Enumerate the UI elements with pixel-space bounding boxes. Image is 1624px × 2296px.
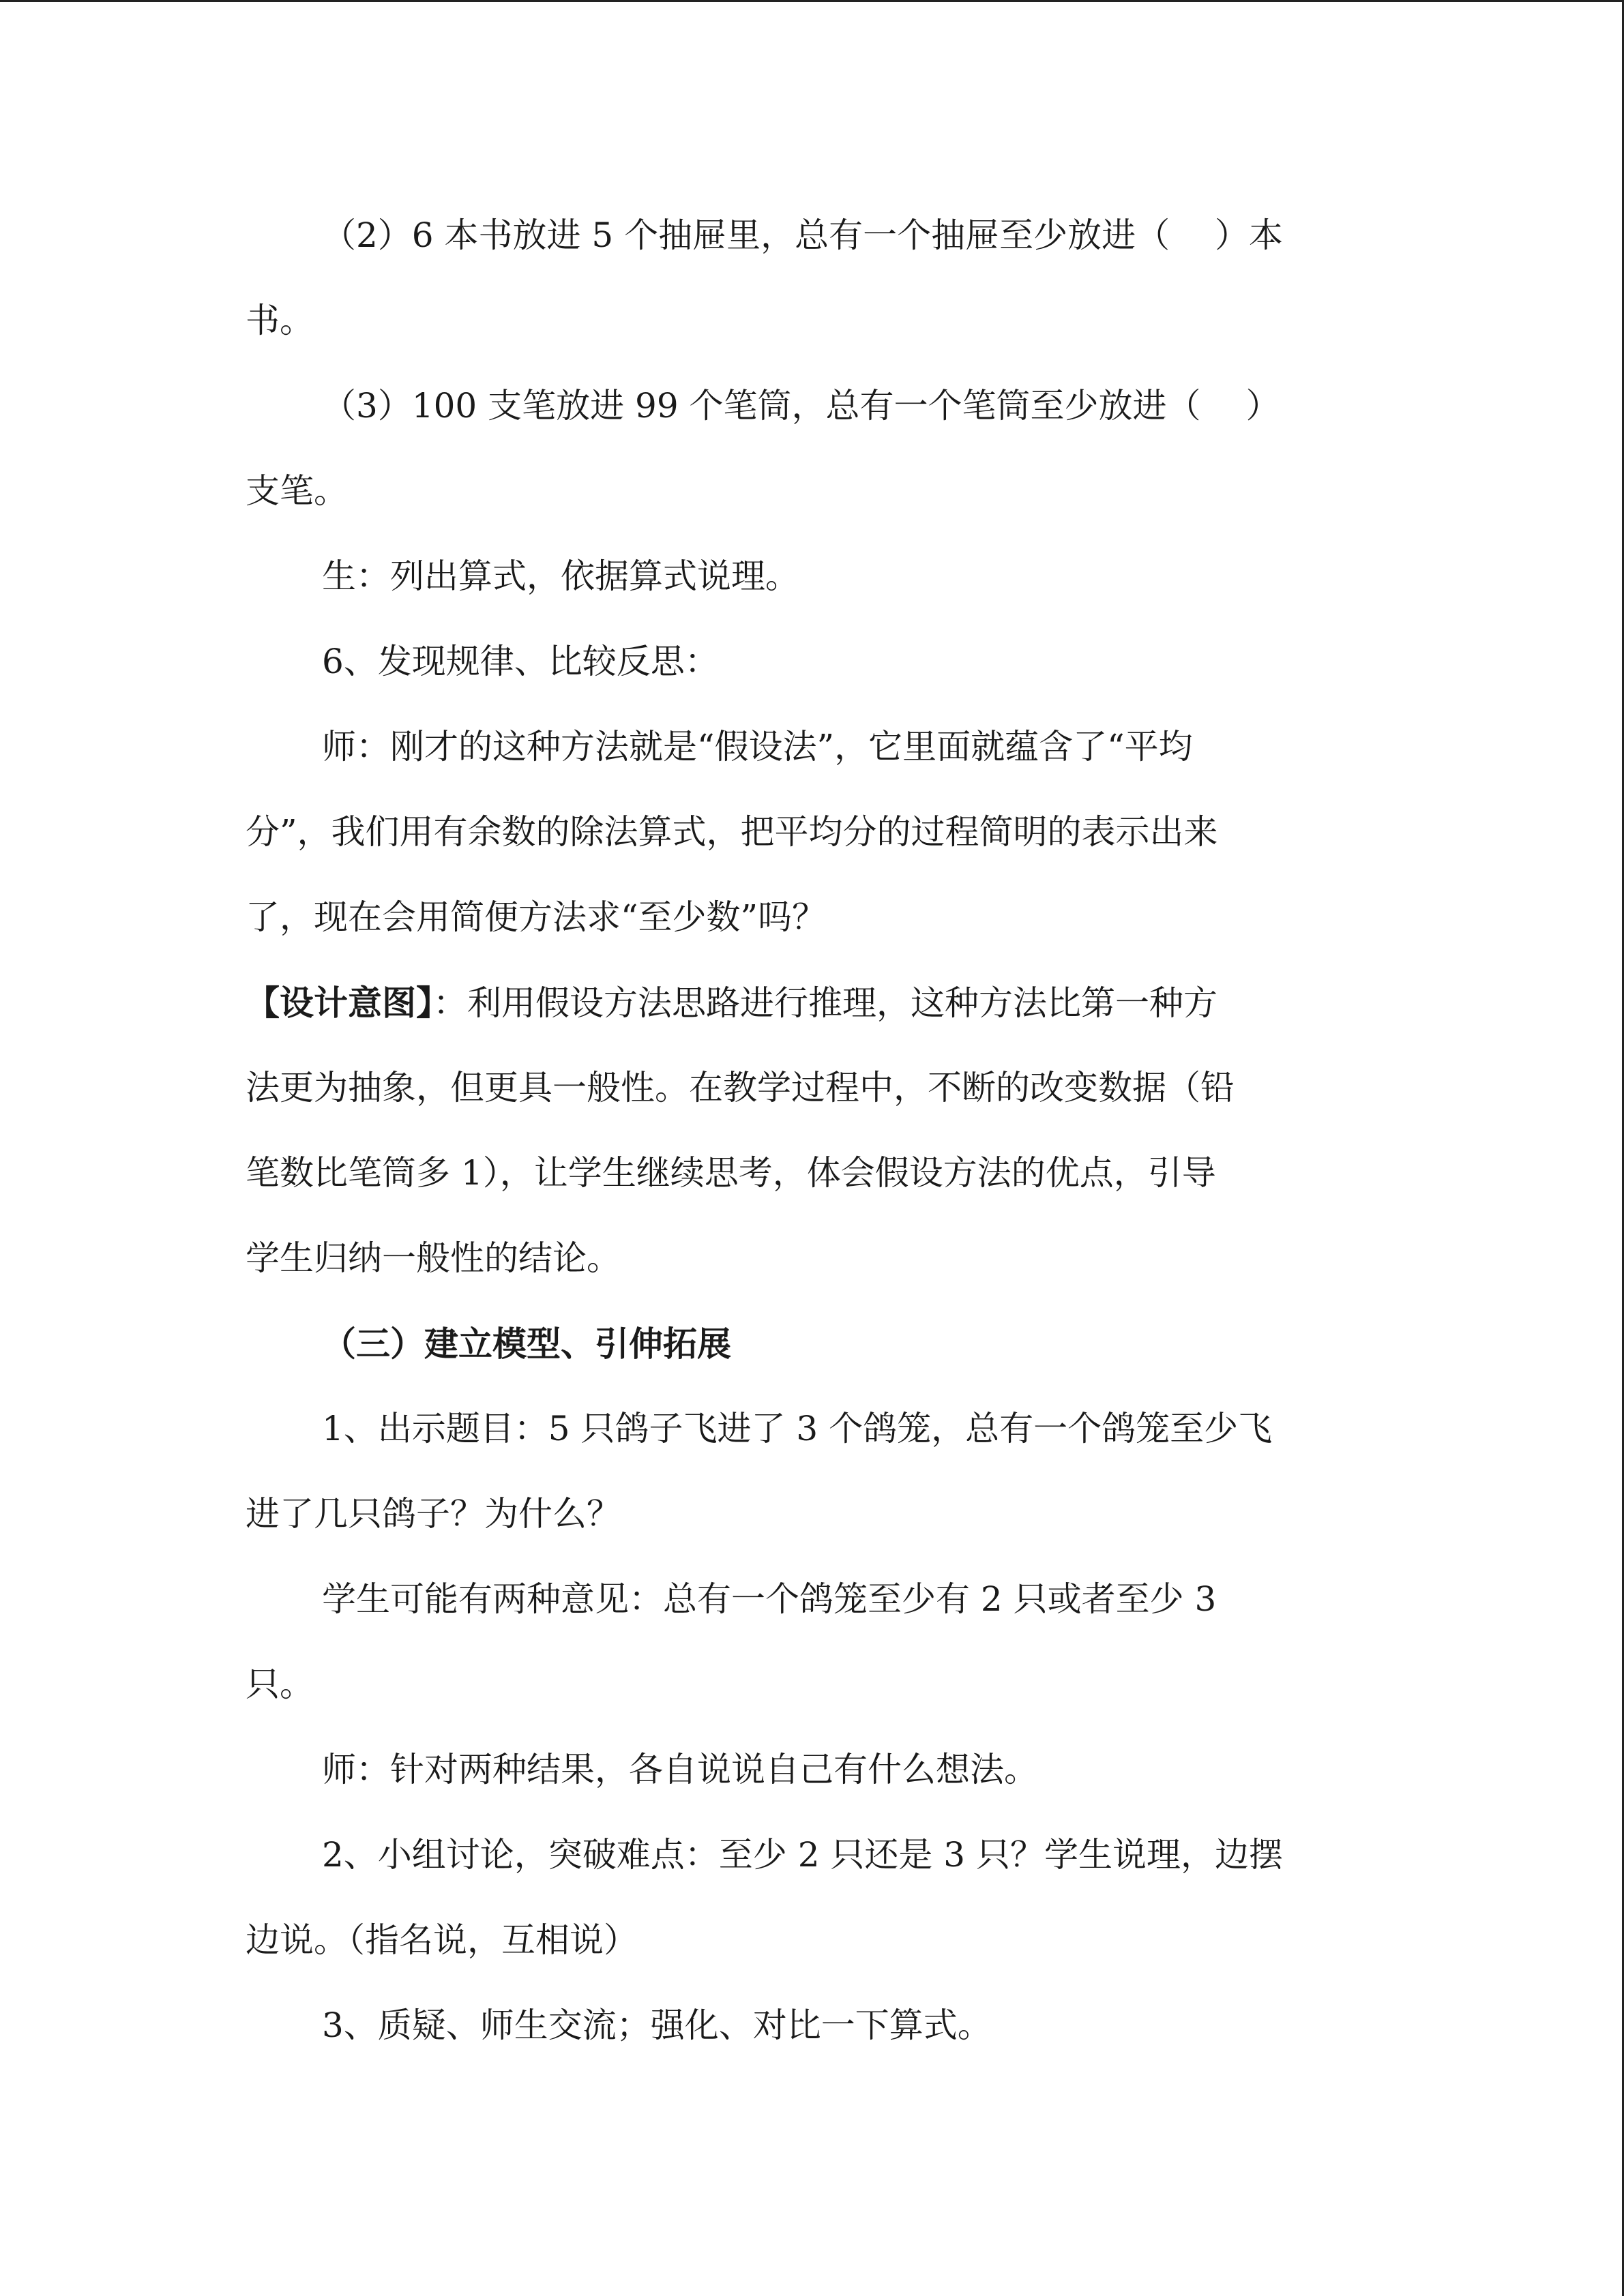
- step-3-line: 3、质疑、师生交流；强化、对比一下算式。: [322, 2006, 992, 2045]
- design-intent-text: ：利用假设方法思路进行推理，这种方法比第一种方: [433, 983, 1217, 1023]
- question-3-line-1: （3）100 支笔放进 99 个笔筒，总有一个笔筒至少放进（ ）: [322, 386, 1280, 426]
- step-1-line-1: 1、出示题目：5 只鸽子飞进了 3 个鸽笼，总有一个鸽笼至少飞: [322, 1409, 1273, 1448]
- teacher-paragraph-line-3: 了，现在会用简便方法求“至少数”吗？: [246, 897, 827, 937]
- document-body: [246, 193, 1378, 2068]
- student-opinions-line-1: 学生可能有两种意见：总有一个鸽笼至少有 2 只或者至少 3: [322, 1579, 1217, 1619]
- design-intent-line-3: 笔数比笔筒多 1），让学生继续思考，体会假设方法的优点，引导: [246, 1153, 1216, 1193]
- design-intent-label: 【设计意图】: [246, 983, 433, 1023]
- question-2-line-1: （2）6 本书放进 5 个抽屉里，总有一个抽屉至少放进（ ）本: [322, 215, 1284, 255]
- step-6-heading: 6、发现规律、比较反思：: [322, 642, 719, 681]
- step-2-line-2: 边说。（指名说，互相说）: [246, 1920, 638, 1960]
- design-intent-line-2: 法更为抽象，但更具一般性。在教学过程中，不断的改变数据（铅: [246, 1068, 1235, 1107]
- step-1-line-2: 进了几只鸽子？为什么？: [246, 1494, 621, 1534]
- step-2-line-1: 2、小组讨论，突破难点：至少 2 只还是 3 只？学生说理，边摆: [322, 1835, 1284, 1875]
- student-opinions-line-2: 只。: [246, 1665, 314, 1704]
- design-intent-line-4: 学生归纳一般性的结论。: [246, 1238, 621, 1278]
- teacher-prompt: 师：针对两种结果，各自说说自己有什么想法。: [322, 1750, 1038, 1789]
- design-intent-line-1: [246, 960, 1378, 1045]
- question-2-line-2: 书。: [246, 301, 314, 340]
- question-3-line-2: 支笔。: [246, 471, 348, 511]
- section-3-heading: （三）建立模型、引伸拓展: [322, 1324, 731, 1364]
- teacher-paragraph-line-2: 分”，我们用有余数的除法算式，把平均分的过程简明的表示出来: [246, 812, 1218, 852]
- teacher-paragraph-line-1: 师：刚才的这种方法就是“假设法”，它里面就蕴含了“平均: [322, 727, 1193, 766]
- student-response: 生：列出算式，依据算式说理。: [322, 556, 799, 596]
